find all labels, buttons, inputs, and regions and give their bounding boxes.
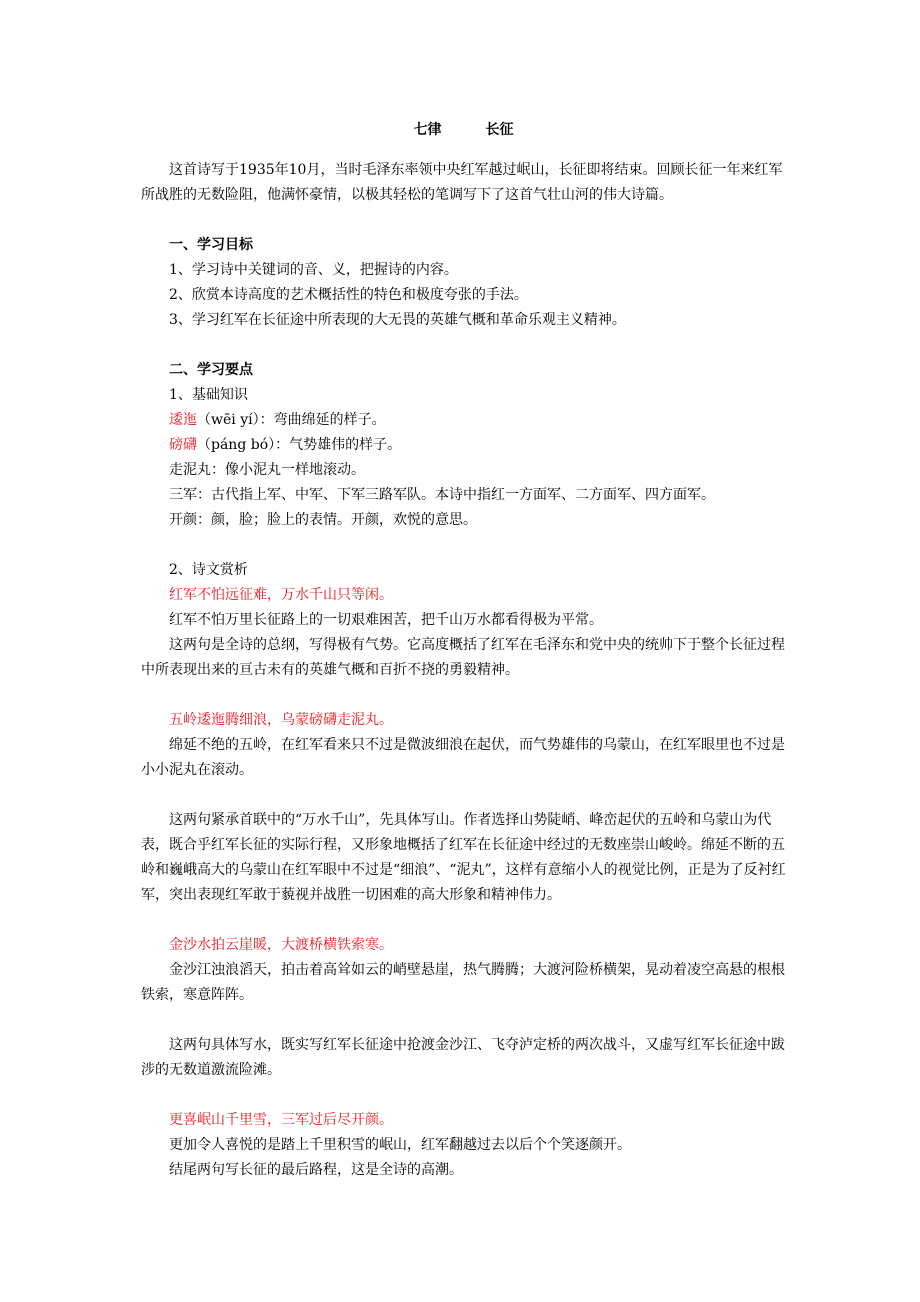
page-title	[141, 118, 786, 143]
vocab-def-1: （wēi yí）：弯曲绵延的样子。	[197, 412, 386, 428]
verse-line-1: 红军不怕远征难，万水千山只等闲。	[169, 587, 393, 603]
verse4-paraphrase: 更加令人喜悦的是踏上千里积雪的岷山，红军翻越过去以后个个笑逐颜开。	[169, 1137, 631, 1153]
section2-heading: 二、学习要点	[169, 362, 253, 378]
note-item-1: 走泥丸：像小泥丸一样地滚动。	[169, 462, 365, 478]
verse-line-4: 更喜岷山千里雪，三军过后尽开颜。	[169, 1112, 393, 1128]
vocab-def-2: （páng bó）：气势雄伟的样子。	[197, 437, 402, 453]
document-body	[141, 118, 786, 1183]
section1-heading: 一、学习目标	[169, 237, 253, 253]
note-item-2: 三军：古代指上军、中军、下军三路军队。本诗中指红一方面军、二方面军、四方面军。	[169, 487, 715, 503]
intro-paragraph: 这首诗写于1935年10月，当时毛泽东率领中央红军越过岷山，长征即将结束。回顾长征一年来红军所战胜的无数险阻，他满怀豪情，以极其轻松的笔调写下了这首气壮山河的伟大诗篇。	[141, 162, 783, 203]
verse-line-3: 金沙水拍云崖暖，大渡桥横铁索寒。	[169, 937, 393, 953]
vocab-item-1	[141, 408, 786, 433]
verse2-analysis: 这两句紧承首联中的“万水千山”，先具体写山。作者选择山势陡峭、峰峦起伏的五岭和乌蒙山为代表，既合乎红军长征的实际行程，又形象地概括了红军在长征途中经过的无数座崇山峻岭。绵延不断的五岭和巍峨高大的乌蒙山在红军眼中不过是“细浪”、“泥丸”，这样有意缩小人的视觉比例，正是为了反衬红军，突出表现红军敢于藐视并战胜一切困难的高大形象和精神伟力。	[141, 812, 786, 903]
verse1-analysis: 这两句是全诗的总纲，写得极有气势。它高度概括了红军在毛泽东和党中央的统帅下于整个长征过程中所表现出来的亘古未有的英雄气概和百折不挠的勇毅精神。	[141, 637, 785, 678]
title-part1: 七律	[413, 122, 442, 138]
verse3-analysis: 这两句具体写水，既实写红军长征途中抢渡金沙江、飞夺泸定桥的两次战斗，又虚写红军长征途中跋涉的无数道激流险滩。	[141, 1037, 785, 1078]
verse2-paraphrase: 绵延不绝的五岭，在红军看来只不过是微波细浪在起伏，而气势雄伟的乌蒙山，在红军眼里也不过是小小泥丸在滚动。	[141, 737, 785, 778]
vocab-item-2	[141, 433, 786, 458]
note-item-3: 开颜：颜，脸；脸上的表情。开颜，欢悦的意思。	[169, 512, 477, 528]
subheading-appreciation: 2、诗文赏析	[169, 562, 248, 578]
verse-line-2: 五岭逶迤腾细浪，乌蒙磅礴走泥丸。	[169, 712, 393, 728]
objective-item-3: 3、学习红军在长征途中所表现的大无畏的英雄气概和革命乐观主义精神。	[169, 312, 626, 328]
verse1-paraphrase: 红军不怕万里长征路上的一切艰难困苦，把千山万水都看得极为平常。	[169, 612, 603, 628]
verse4-analysis: 结尾两句写长征的最后路程，这是全诗的高潮。	[169, 1162, 463, 1178]
vocab-term-2: 磅礴	[169, 437, 197, 453]
objective-item-1: 1、学习诗中关键词的音、义，把握诗的内容。	[169, 262, 458, 278]
verse3-paraphrase: 金沙江浊浪滔天，拍击着高耸如云的峭壁悬崖，热气腾腾；大渡河险桥横架，晃动着凌空高悬的根根铁索，寒意阵阵。	[141, 962, 785, 1003]
objective-item-2: 2、欣赏本诗高度的艺术概括性的特色和极度夸张的手法。	[169, 287, 528, 303]
title-part2: 长征	[485, 122, 514, 138]
subheading-basics: 1、基础知识	[169, 387, 248, 403]
vocab-term-1: 逶迤	[169, 412, 197, 428]
